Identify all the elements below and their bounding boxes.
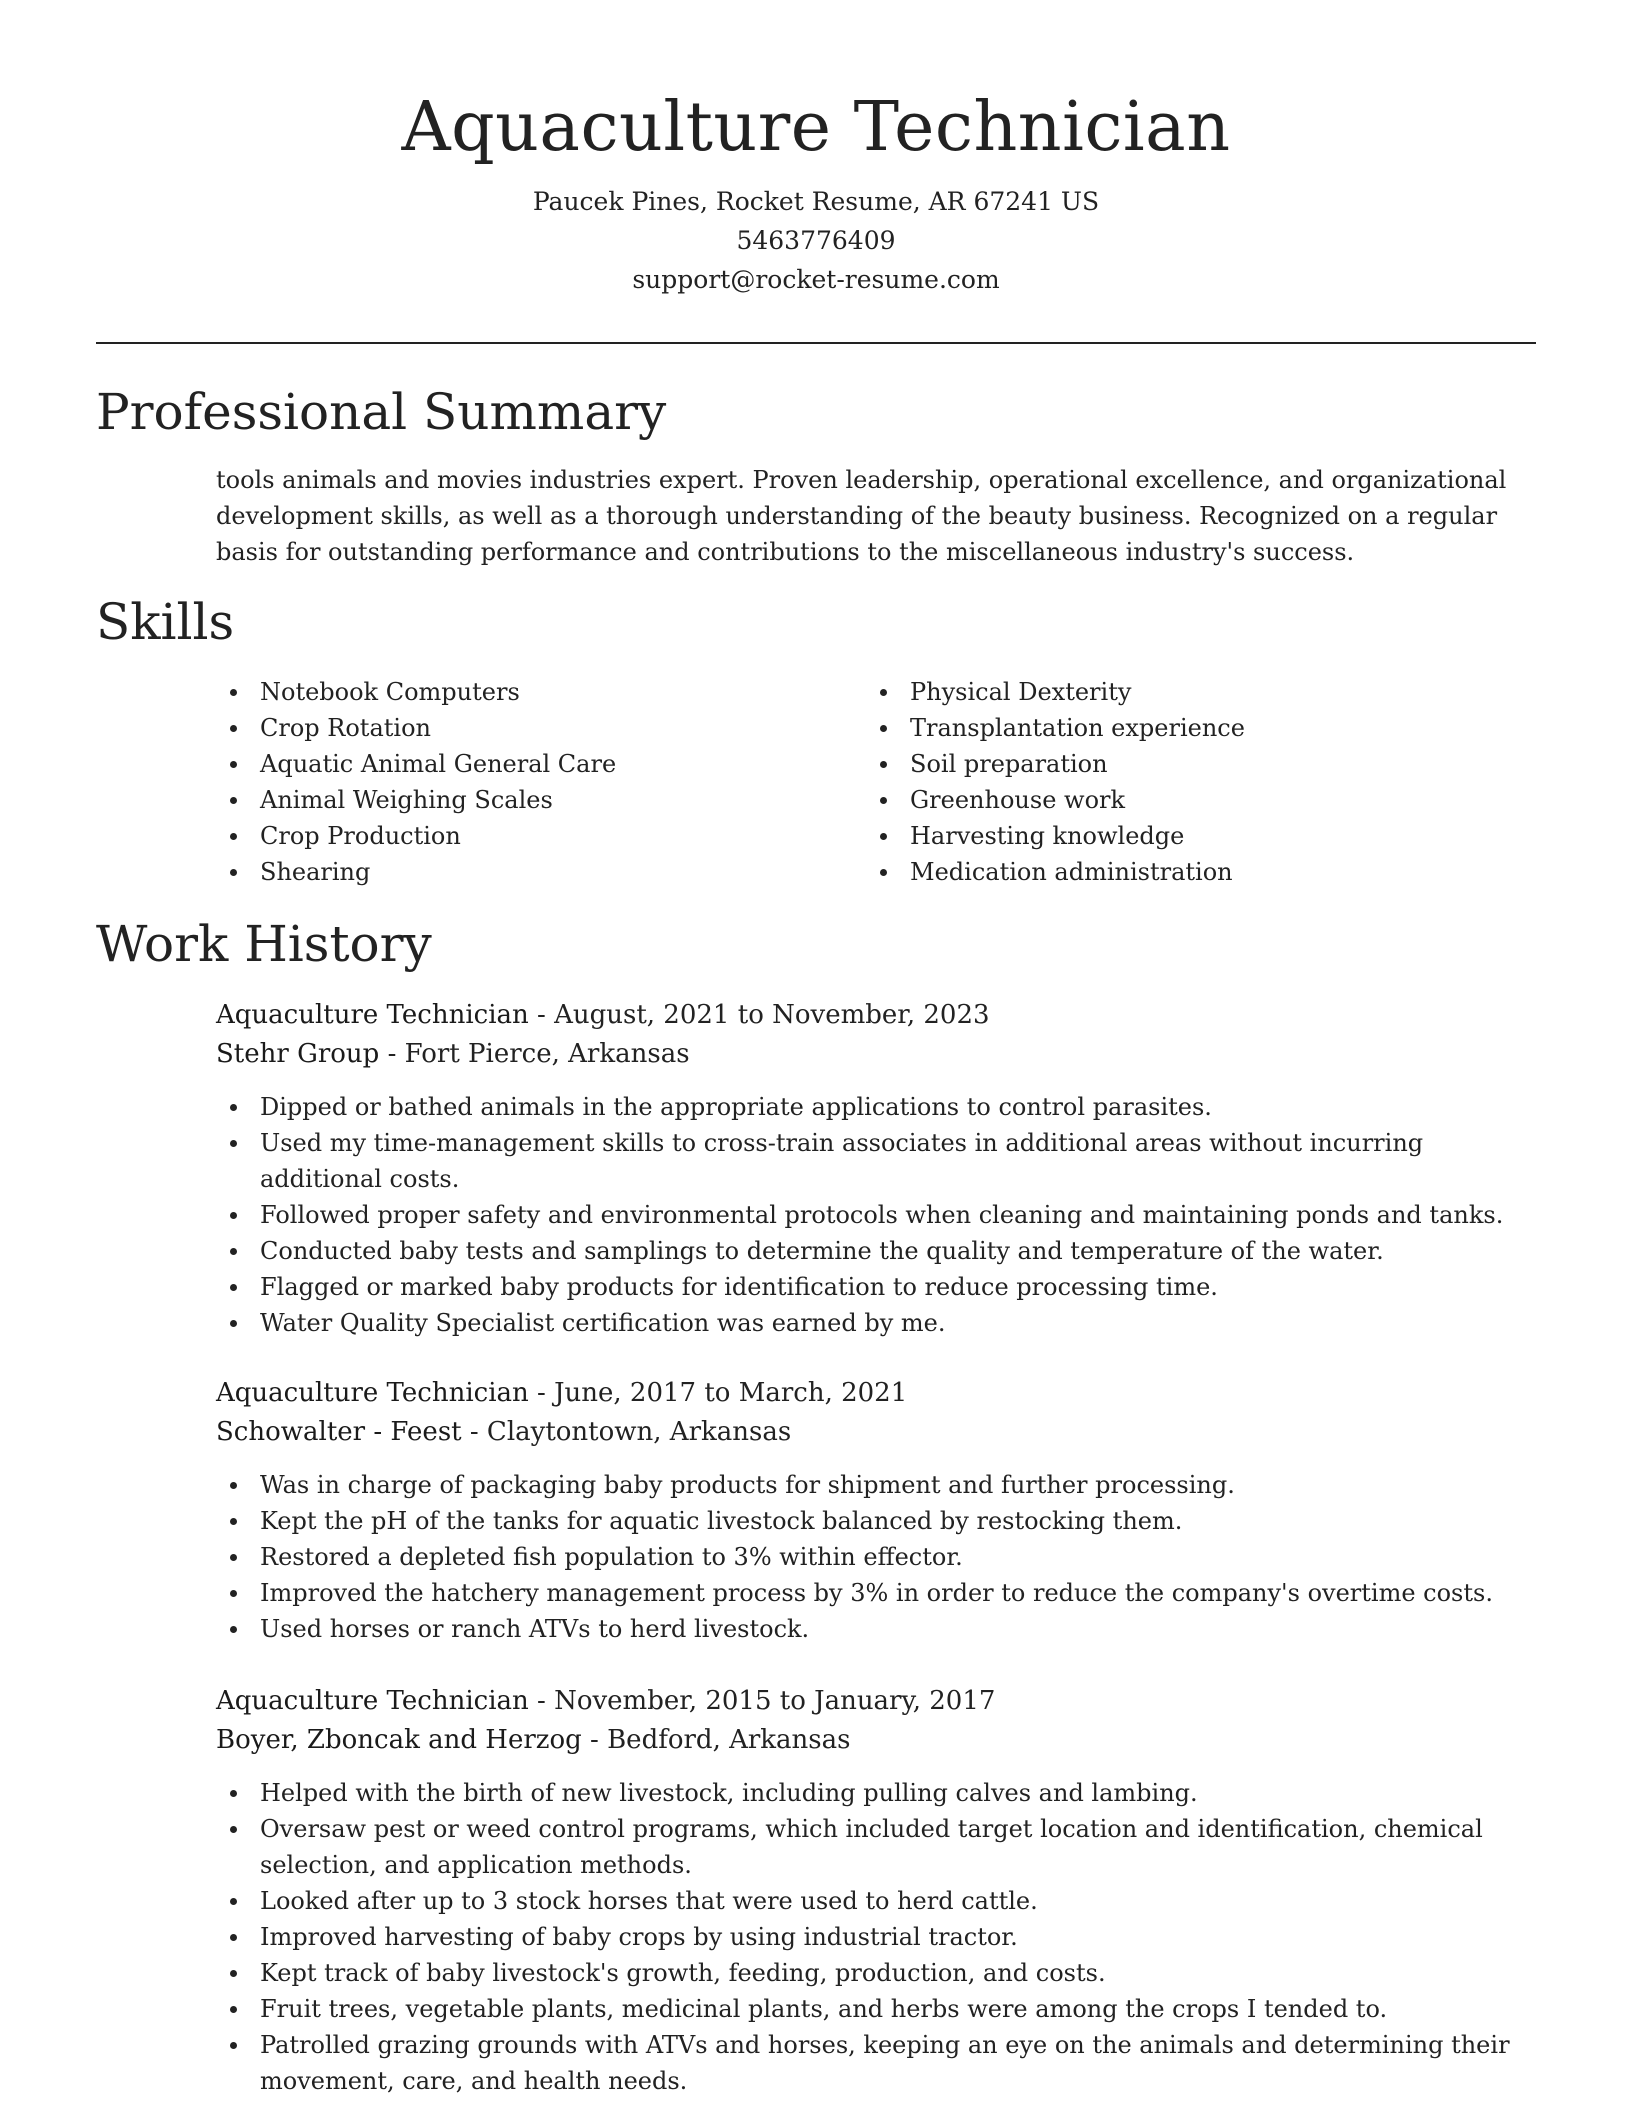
job-bullet: Was in charge of packaging baby products for shipment and further processing. (216, 1467, 1536, 1503)
job-bullet: Conducted baby tests and samplings to determine the quality and temperature of the water. (216, 1233, 1536, 1269)
job-title-line (216, 1682, 1536, 1721)
resume-name: Aquaculture Technician (401, 88, 1231, 167)
skill-item: Notebook Computers (216, 674, 866, 710)
job-bullet: Used horses or ranch ATVs to herd livestock. (216, 1611, 1536, 1647)
job-entry (216, 1682, 1536, 2099)
job-company: Schowalter - Feest (216, 1417, 462, 1447)
job-role: Aquaculture Technician (216, 1000, 529, 1030)
job-location: - Fort Pierce, Arkansas (379, 1039, 690, 1069)
job-company-line (216, 1413, 1536, 1452)
skill-item: Physical Dexterity (866, 674, 1516, 710)
skill-item: Medication administration (866, 854, 1516, 890)
work-history-heading: Work History (96, 915, 432, 973)
job-bullets (216, 1467, 1536, 1647)
job-bullet: Patrolled grazing grounds with ATVs and horses, keeping an eye on the animals and determining their movement, care, and health needs. (216, 2027, 1536, 2099)
job-dates: - August, 2021 to November, 2023 (528, 1000, 990, 1030)
skill-item: Harvesting knowledge (866, 818, 1516, 854)
skills-heading: Skills (96, 593, 235, 651)
job-bullet: Kept the pH of the tanks for aquatic livestock balanced by restocking them. (216, 1503, 1536, 1539)
skill-item: Shearing (216, 854, 866, 890)
skills-list (216, 674, 1536, 890)
skill-item: Soil preparation (866, 746, 1516, 782)
job-company: Boyer, Zboncak and Herzog (216, 1725, 582, 1755)
contact-block (0, 182, 1632, 299)
job-location: - Bedford, Arkansas (581, 1725, 851, 1755)
job-title-line (216, 996, 1536, 1035)
job-role: Aquaculture Technician (216, 1686, 529, 1716)
skill-item: Greenhouse work (866, 782, 1516, 818)
job-bullet: Fruit trees, vegetable plants, medicinal plants, and herbs were among the crops I tended to. (216, 1991, 1536, 2027)
job-dates: - November, 2015 to January, 2017 (528, 1686, 996, 1716)
job-dates: - June, 2017 to March, 2021 (528, 1378, 908, 1408)
skill-item: Crop Rotation (216, 710, 866, 746)
header-divider (96, 342, 1536, 344)
skill-item: Crop Production (216, 818, 866, 854)
summary-heading: Professional Summary (96, 383, 667, 441)
skills-column-left (216, 674, 866, 890)
job-bullet: Oversaw pest or weed control programs, which included target location and identification, chemical selection, and application methods. (216, 1811, 1536, 1883)
job-bullets (216, 1089, 1536, 1341)
job-bullet: Helped with the birth of new livestock, including pulling calves and lambing. (216, 1775, 1536, 1811)
job-bullet: Improved the hatchery management process by 3% in order to reduce the company's overtime costs. (216, 1575, 1536, 1611)
skill-item: Transplantation experience (866, 710, 1516, 746)
job-location: - Claytontown, Arkansas (461, 1417, 792, 1447)
job-bullet: Water Quality Specialist certification was earned by me. (216, 1305, 1536, 1341)
job-bullet: Used my time-management skills to cross-train associates in additional areas without incurring additional costs. (216, 1125, 1536, 1197)
job-company-line (216, 1035, 1536, 1074)
job-entry (216, 996, 1536, 1341)
job-bullet: Followed proper safety and environmental protocols when cleaning and maintaining ponds and tanks. (216, 1197, 1536, 1233)
skills-column-right (866, 674, 1516, 890)
contact-phone: 5463776409 (736, 226, 896, 255)
job-company-line (216, 1721, 1536, 1760)
contact-email: support@rocket-resume.com (632, 265, 1000, 294)
summary-text: tools animals and movies industries expert. Proven leadership, operational excellence, and organizational development skills, as well as a thorough understanding of the beauty business. Recognized on a regular basis for outstanding performance and contributions to the miscellaneous industry's success. (216, 466, 1507, 566)
job-entry (216, 1374, 1536, 1647)
job-role: Aquaculture Technician (216, 1378, 529, 1408)
job-bullet: Flagged or marked baby products for identification to reduce processing time. (216, 1269, 1536, 1305)
resume-header (0, 0, 1632, 299)
job-company: Stehr Group (216, 1039, 380, 1069)
job-bullet: Kept track of baby livestock's growth, feeding, production, and costs. (216, 1955, 1536, 1991)
job-bullet: Improved harvesting of baby crops by using industrial tractor. (216, 1919, 1536, 1955)
job-bullets (216, 1775, 1536, 2099)
contact-address: Paucek Pines, Rocket Resume, AR 67241 US (532, 187, 1100, 216)
skill-item: Animal Weighing Scales (216, 782, 866, 818)
job-bullet: Restored a depleted fish population to 3% within effector. (216, 1539, 1536, 1575)
job-title-line (216, 1374, 1536, 1413)
job-bullet: Looked after up to 3 stock horses that were used to herd cattle. (216, 1883, 1536, 1919)
skill-item: Aquatic Animal General Care (216, 746, 866, 782)
job-bullet: Dipped or bathed animals in the appropriate applications to control parasites. (216, 1089, 1536, 1125)
